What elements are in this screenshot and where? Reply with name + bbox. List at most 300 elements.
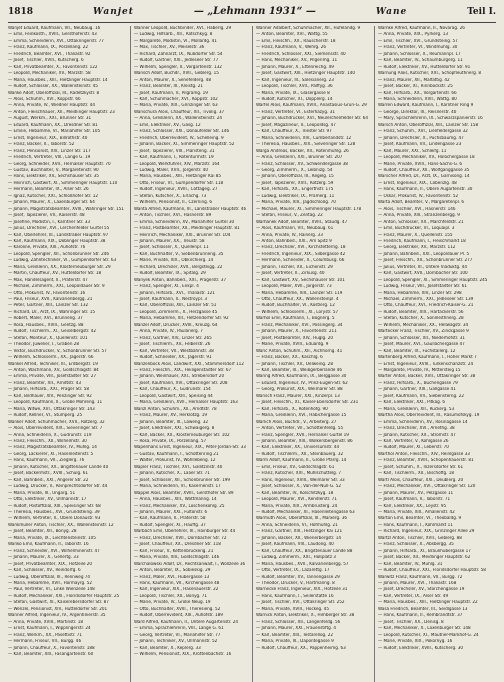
directory-entry: — Emil, Tischler, XVI., Grundsteing. 57 <box>378 38 458 44</box>
directory-entry: — Johann, Gärtner, XIII., Gallgasse 41 <box>378 387 456 393</box>
directory-entry: — Karl, Schlosser, XV., Reindorfg. 6 <box>8 568 81 574</box>
directory-entry: — Hans, Kaufmann, II., Rembrandtstr. 37 <box>378 613 463 619</box>
directory-entry: Wartzl Anton, Tischler, XVII., Geblerg. 88 <box>378 535 462 541</box>
directory-entry: — Wenzel, Pensionist, XIV., Hütteldorfer Str. 201 <box>8 606 108 612</box>
directory-entry: — Karl, Elektriker, XX., Universumstr. 44 <box>256 445 340 451</box>
directory-entry: — Maria, Hebamme, XIV., Linzer Str. 298 <box>378 290 462 296</box>
column-4 <box>374 26 496 682</box>
directory-entry: — Franz, Mechaniker, XVI., Ottakringer Str. 120 <box>378 484 476 490</box>
directory-entry: — Josef, Fleischh., XI., Kaiser-Ebersdorfer Str. 231 <box>256 400 359 406</box>
left-guide-word: Wanjet <box>93 7 134 17</box>
directory-entry: — Rudolf, Spengler, XI., Hauffg. 37 <box>134 522 206 528</box>
directory-entry: — Otto, Buchhalter, XVIII., Theresieng. 52 <box>134 606 221 612</box>
directory-entry: — Maria, Private, XIX., Grinzinger Str. 63 <box>134 103 218 109</box>
directory-entry: Warter Anton, Bäcker, XVII., Ottakringer Str. 38 <box>378 374 476 380</box>
directory-entry: — Josef, Kaufmann, VII., Siebensterng. 22 <box>378 393 464 399</box>
directory-entry: — George, Direktor, III., Reisnerstr. 40 <box>378 109 457 115</box>
directory-entry: — Josef, Tischler, XVIII., Kutscherg. 6 <box>8 58 84 64</box>
directory-entry: — Theresia, Hausbes., XIX., Sieveringer Str. 128 <box>256 142 356 148</box>
directory-entry: Wanyek Anton, Bahnbed., XXI., Pragerstr. 37 <box>134 277 227 283</box>
directory-entry: Warhanek Adolf, Beamter, XVIII., Staudg. 47 <box>256 219 348 225</box>
directory-entry: — Johann, Kutscher, X., Laaer Str. 71 <box>134 471 210 477</box>
directory-entry: — Anna, Private, XVIII., Martinstr. 18 <box>8 619 84 625</box>
directory-entry: — Johann, Buchdrucker, XVI., Neulerchenfelder Str. 64 <box>256 116 369 122</box>
directory-entry: — Robert, Maler, XVI., Brunneng. 37 <box>8 316 83 322</box>
directory-entry: — Franz, Spengler, XI., Enkpl. 4 <box>134 284 199 290</box>
directory-entry: — Franz, Kaufmann, IX., Porzellang. 22 <box>8 45 88 51</box>
directory-entry: Wanzel Adolf, Drucker, XVIII., Kreuzg. 64 <box>134 322 218 328</box>
directory-entry: — Maria, Hausbes., XIII., Hietzinger Hauptstr. 14 <box>8 77 108 83</box>
directory-entry: — Karl, Gastwirt, XV., Sechshauser Str. 101 <box>256 277 345 283</box>
directory-entry: — Anna, Private, XIX., Pyrkerg. 13 <box>378 32 449 38</box>
directory-entry: — Leopold, Mechaniker, XV., Holochergasse 18 <box>378 155 475 161</box>
directory-entry: — Josef, Schlosser, X., Quellenpl. 11 <box>134 245 209 251</box>
directory-entry: — Margarete, Modistin, VI., Mollardg. 41 <box>134 38 217 44</box>
directory-entry: — Richard, Drechsler, XVII., Bergsteigg. 22 <box>134 264 223 270</box>
directory-entry: — Franz, Maurer, X., Quellenstr. 155 <box>378 232 453 238</box>
directory-entry: — Franz, Schlosser, XII., Längenfeldg. 56 <box>256 619 341 625</box>
directory-entry: — Maria, Greißlerin, XVII., Hernalser Hauptstr. 163 <box>134 400 238 406</box>
directory-entry: — Maria, Schneiderin, XIV., Cumberlandstr. 12 <box>256 135 352 141</box>
directory-entry: — Franz, Maurer, XV., Herklotzg. 19 <box>134 413 208 419</box>
directory-entry: — Stefan, Gastwirt, XI., Kaiserebersdorfer Str. 87 <box>8 600 109 606</box>
directory-entry: — Franz, Pensionist, XIV., Linzer Str. 117 <box>8 148 91 154</box>
directory-entry: — Maria, Private, XIX., Armbrusterg. 24 <box>256 503 338 509</box>
directory-entry: — Leopold, Werkführer, XIV., Märzstr. 164 <box>134 161 220 167</box>
directory-entry: — Leopold, Tischler, XVII., Palffyg. 36 <box>256 84 333 90</box>
directory-entry: — Leopold, Spengler, XI., Simmeringer Hauptstr. 245 <box>378 277 488 283</box>
directory-entry: — Maria, Private, XIII., Jagdschloßg. 70 <box>256 200 336 206</box>
directory-entry: Wapenhans Ernst, Ingenieur, XIX., Peter-Jordan-Str. 33 <box>134 445 246 451</box>
directory-entry: — Karl, Kaufmann, II., Praterstr. 58 <box>134 516 206 522</box>
directory-entry: — Franz, Drechsler, XVI., Kirchstetterng. 18 <box>256 245 346 251</box>
directory-entry: — Franz, Kaufmann, V., Wehrg. 26 <box>256 45 327 51</box>
directory-entry: — Karl, Beamter, X., Keplerg. 33 <box>134 645 201 651</box>
directory-entry: — Max, Tischler, XV., Meiselstr. 36 <box>134 45 205 51</box>
directory-entry: — Johann, Maurer, XXI., Fultonstr. 6 <box>134 509 208 515</box>
directory-entry: — Maria, Greißlerin, XII., Ruckerg. 53 <box>378 406 455 412</box>
directory-entry: — Karl, Bildhauer, XIV., Penzinger Str. 92 <box>8 393 92 399</box>
directory-entry: — Emilie, Hebamme, VI., Mariahilfer Str. 105 <box>8 129 101 135</box>
directory-entry: — Karl, Kaufmann, XIX., Döblinger Hauptstr. 38 <box>8 238 106 244</box>
directory-entry: — Hans, Kaufmann, I., Seilerstätte 16 <box>256 593 334 599</box>
directory-entry: — Karl, Hilfsarb., X., Rotenhofg. 90 <box>256 406 328 412</box>
directory-entry: — Franz, Postbeamter, XII., Meidlinger Hauptstr. 81 <box>134 226 240 232</box>
directory-entry: — Franz, Beamter, III., Kleistg. 21 <box>134 84 203 90</box>
directory-entry: — Anna, Schneiderin, X., Gudrunstr. 119 <box>8 432 92 438</box>
directory-entry: — Eduard, Ingenieur, IV., Prinz-Eugen-Str. 62 <box>256 380 348 386</box>
directory-entry: — Karl, Chauffeur, XX., Brigittenauer Lände 88 <box>256 548 353 554</box>
directory-entry: — Josef, Kaufmann, V., Pilgramg. 19 <box>134 90 208 96</box>
directory-entry: — Ludwig, Hilfsarb., XII., Ratschkyg. 8 <box>134 32 213 38</box>
directory-entry: — Maria, Schneiderin, VI., Kasernenstr. 17 <box>134 484 221 490</box>
directory-entry: — Hans, Ingenieur, XVIII., Weimarer Str. 33 <box>256 477 345 483</box>
directory-entry: — Johann, Chauffeur, X., Favoritenstr. 188 <box>8 645 95 651</box>
directory-entry: Wartl Alois, Chauffeur, XXI., Deublerg. 20 <box>378 477 464 483</box>
directory-entry: — Karl, Oberoffizial, XIII., Lainzer Str. 51 <box>134 303 217 309</box>
directory-entry: — Josef, Beamter, XII., Bonyg. 28 <box>8 529 77 535</box>
directory-entry: — Anton, Fleischhauer, XII., Meidlinger Hauptstr. 23 <box>8 109 115 115</box>
directory-entry: — Stefan, Friseur, V., Zentag. 22 <box>256 213 323 219</box>
directory-entry: Warton Emil, Beamter, VI., Theobaldg. 9 <box>378 516 462 522</box>
directory-entry: — Hans, Kaufmann, VII., Kirchengasse 48 <box>134 580 220 586</box>
column-3 <box>252 26 374 682</box>
directory-entry: — Gustav, Kaufmann, I., Schottenring 21 <box>134 451 219 457</box>
directory-entry: — Max, Handelsagent, II., Praterstr. 47 <box>8 277 88 283</box>
directory-entry: — Georg, Schneider, XVII., Hernalser Hauptstr. 70 <box>8 161 111 167</box>
directory-entry: — Rudolf, Schneider, XX., Jägerstr. 91 <box>134 355 212 361</box>
directory-entry: — Franz, Magistratsbeamter, IV., Mühlg. 14 <box>8 445 97 451</box>
directory-entry: — Karl, Kaufmann, I., Rotenturmstr. 19 <box>134 155 214 161</box>
directory-entry: — Maria, Witwe, XVI., Ottakringer Str. 143 <box>8 406 95 412</box>
directory-entry: Wankel Alfred, Techniker, III., Erdbergstr. 19 <box>8 361 98 367</box>
column-1 <box>8 26 130 682</box>
directory-entry: — Maria, Private, III., Ungarg. 51 <box>8 490 76 496</box>
directory-entry: — Maria, Private, IX., Liechtensteinstr. 105 <box>8 535 96 541</box>
directory-entry: — Franz, Vertreter, VI., Windmühlg. 30 <box>378 45 458 51</box>
directory-entry: — Karl, Beamter, IV., Mühlg. 31 <box>378 561 443 567</box>
directory-entry: — Karl, Beamter, XIII., Testarellog. 22 <box>256 632 333 638</box>
directory-entry: Wartha Alois, Oberrevident, III., Rasumofskyg. 19 <box>378 413 480 419</box>
directory-entry: — Johann, Maurer, XVI., Thaliastr. 168 <box>378 580 457 586</box>
directory-entry: — Karl, Elektriker, XXI., Pitkag. 6 <box>378 400 446 406</box>
directory-entry: — Walter, Prokurist, IV., Wohllebeng. 12 <box>134 458 216 464</box>
directory-entry: — Josef, Gastwirt, XIII., Hietzinger Hauptstr. 140 <box>256 71 355 77</box>
directory-entry: — Anna, Greißlerin, XX., Wallensteinstr. 24 <box>134 116 222 122</box>
directory-entry: — Friedrich, Beamter, XVI., Thaliastr. 92 <box>8 51 91 57</box>
directory-entry: — Leopold, Maurer, XVI., Kendlerstr. 71 <box>256 497 337 503</box>
directory-entry: — Franz, Drechsler, XVI., Arnethg. 38 <box>378 426 455 432</box>
directory-entry: — Franz, Mechaniker, XV., Löschenkohlg. 25 <box>134 503 225 509</box>
directory-entry: — Josef, Schlosser, X., Van-der-Nüll-G. 52 <box>256 484 342 490</box>
directory-entry: — Theodor, Juwelier, I., Graben 28 <box>8 342 80 348</box>
page-header <box>8 6 496 23</box>
directory-entry: — Richard, Ingenieur, XIX., Grinzinger Allee 29 <box>378 529 475 535</box>
directory-entry: — Maria, Hausbes., XVII., Kalvarienbergg. 57 <box>256 561 349 567</box>
directory-entry: — Rudolf, Beamter, IX., Spitalg. 29 <box>134 271 206 277</box>
directory-entry: — Karl, Ingenieur, XIX., Hasenauerstr. 22 <box>134 587 219 593</box>
directory-entry: — Leopold, Maler, XVII., Jörgerstr. 73 <box>256 284 332 290</box>
directory-entry: — Leopold, Kutscher, XI., Mautner-Markhof-G. 24 <box>378 632 479 638</box>
directory-entry: — Marie, Private, XVIII., Eduardg. 9 <box>256 342 329 348</box>
directory-entry: — Friedrich, Vertreter, VIII., Lange G. 19 <box>8 155 91 161</box>
directory-entry: — Rudolf, Chauffeur, XXI., Floridsdorfer Hauptstr. 58 <box>378 568 486 574</box>
directory-entry: — Josef, Magazineur, II., Leopoldsg. 47 <box>256 122 336 128</box>
directory-entry: — Otto, Elektriker, XV., Ullmannstr. 17 <box>8 497 87 503</box>
directory-entry: Wapler Franz, Tischler, XVI., Gallitzinstr. 40 <box>134 464 223 470</box>
directory-entry: — Karl, Beamter, IV., Kolschitzkyg. 18 <box>256 490 334 496</box>
directory-entry: Wanke Adolf, Oberoffizial, III., Radetzkystr. 8 <box>8 90 100 96</box>
directory-entry: — Karl, Beamter, IX., Fuchstallerg. 12 <box>378 348 456 354</box>
directory-entry: Wartecker Franz, Tischler, XV., Zinckgasse 9 <box>378 329 469 335</box>
directory-entry: — Franz, Gärtner, XIV., Linzer Str. 265 <box>134 335 212 341</box>
directory-entry: — Karl, Bäcker, XX., Klosterneuburger Str. 102 <box>134 432 230 438</box>
directory-entry: — Josef, Maurer, XVI., Gaullachergasse 47 <box>378 342 465 348</box>
directory-entry: — Josef, Bäcker, XI., Rinnböckstr. 25 <box>378 84 453 90</box>
directory-entry: — Karl, Hilfsarb., XX., Engerthstr. 175 <box>256 187 334 193</box>
directory-entry: — Maria, Hausbes., XIII., Hietzinger Kai 85 <box>134 174 222 180</box>
directory-entry: — Leopold, Mechaniker, XV., Märzstr. 58 <box>8 71 91 77</box>
directory-entry: — Johann, Beamter, III., Löweng. 32 <box>134 419 209 425</box>
directory-entry: — Anton, Beamter, IX., Sobieskig. 29 <box>134 568 211 574</box>
directory-entry: Ward Alfred, Kaufmann, II., Untere Augartenstr. 24 <box>134 619 239 625</box>
directory-entry: — Rudolf, Buchhalter, VI., Köstlerg. 12 <box>256 303 335 309</box>
directory-entry: — Anna, Private, XIII., Stranzenbergg. 9 <box>378 213 460 219</box>
directory-entry: — Emma, Private, VIII., Josefstädter Str. 27 <box>8 374 97 380</box>
directory-entry: — Anton, Bahnbed., XXI., Am Spitz 9 <box>256 238 332 244</box>
directory-entry: — Johann, Maurer, XV., Pelzgasse 11 <box>378 490 454 496</box>
directory-entry: — Leopold, Zimmerm., X., Herzgasse 45 <box>134 309 218 315</box>
directory-entry: — Karl, Hilfsarb., XX., Vorgartenstr. 66 <box>378 90 457 96</box>
directory-entry: — Rudolf, Beamter, XV., Tannengasse 29 <box>256 574 340 580</box>
directory-entry: — Maria, Hausbes., XIII., Hietzinger Hauptstr. 22 <box>378 600 478 606</box>
directory-entry: — Emil, Friseur, XV., Goldschlagstr. 61 <box>256 464 335 470</box>
directory-entry: — August, Werkm., XXI., Brünner Str. 31 <box>8 116 92 122</box>
directory-entry: — Franz, Schlosser, XXI., Donaufelder Str. 146 <box>134 129 230 135</box>
directory-entry: — Emma, Sprachlehrerin, VIII., Lange G. 61 <box>134 626 224 632</box>
directory-entry: — Johann, Kutscher, XX., Stromstr. 47 <box>378 432 456 438</box>
directory-entry: — Ernst, Ingenieur, XVIII., Türkenschanzstr. 24 <box>378 361 474 367</box>
directory-entry: — Karl, Friseur, V., Kettenbrückeng. 21 <box>134 548 214 554</box>
directory-entry: — Josef, Bäcker, XII., Meidlinger Hauptstr. 62 <box>378 555 471 561</box>
directory-entry: Warthol Anton, Fleischh., XIV., Reinlgasse 33 <box>378 451 470 457</box>
directory-entry: — Ernst, Ingenieur, XIX., Billrothstr. 40 <box>8 135 88 141</box>
directory-entry: — Rudolf, Ingenieur, XVIII., Cottageg. 27 <box>134 187 218 193</box>
directory-entry: — Karl, Chauffeur, X., Triester Str. 97 <box>256 129 332 135</box>
directory-entry: — Emil, Fleischh., XX., Rauscherstr. 18 <box>256 38 336 44</box>
directory-entry: — Josefine, Modistin, I., Kärntner Str. 33 <box>8 219 91 225</box>
directory-entry: — Josef, Vertreter, II., Zirkusg. 40 <box>256 271 325 277</box>
directory-entry: — Rudolf, Gärtner, XXI., Jedleseer Str. 77 <box>134 58 219 64</box>
directory-entry: — Rosa, Private, IX., Porzellang. 57 <box>134 439 207 444</box>
directory-entry: — Marie, Private, XIX., Pokornyg. 16 <box>378 639 453 645</box>
directory-entry: — Wilhelm, Schlosserm., XI., Lorystr. 57 <box>256 309 339 315</box>
directory-entry: Wanzenböck Alois, Landwirt, XXI., Stammersdorf 112 <box>134 361 244 367</box>
directory-entry: — Maria, Hebamme, XIII., Lainzer Str. 119 <box>256 290 343 296</box>
directory-entry: — Otto, Prokurist, IV., Favoritenstr. 16 <box>8 290 86 296</box>
directory-entry: — Ludwig, Maler, XVII., Jörgerstr. 40 <box>134 167 208 173</box>
directory-entry: — Franz, Bäcker, XX., Kaschlg. 6 <box>256 355 323 361</box>
directory-entry: Waric Anton, Schuhm., XII., Aichhorng. 41 <box>256 348 343 354</box>
directory-entry: — Josef, Tischler, XX., Denisg. 8 <box>378 619 444 625</box>
directory-entry: — Julius, Drechsler, XVI., Lerchenfelder Gürtel 55 <box>8 226 110 232</box>
directory-entry: — Johann, Beamter, XIII., Wolkersbergenstr. 86 <box>256 439 353 444</box>
directory-entry: — Hermann, Friseur, VII., Burgg. 46 <box>8 639 82 645</box>
directory-entry: — Paul, Friseur, XVII., Kalvarienbergg. 21 <box>8 297 93 303</box>
directory-entry: — Josef, Chauffeur, XX., Dresdner Str. 118 <box>134 542 221 548</box>
directory-entry: — Emma, Schneiderin, XVI., Ottakringerstr. 77 <box>8 38 104 44</box>
directory-entry: Wartenberg Alfred, Kaufmann, I., Hoher Markt 7 <box>378 355 477 361</box>
directory-entry: — Paul, Vertreter, VI., Linke Wienzeile 148 <box>8 587 95 593</box>
directory-entry: — Ernst, Ingenieur, XIX., Cobenzlg. 48 <box>378 180 457 186</box>
directory-entry: — Karl, Ingenieur, III., Salesianerg. 23 <box>256 77 334 83</box>
directory-entry: — Maria, Private, IX., Glasergasse 8 <box>256 90 330 96</box>
directory-entry: — Wilhelm, Mechaniker, XX., Hellwagstr. 34 <box>378 322 469 328</box>
directory-entry: — Ludwig, Zahntechniker, VI., Gumpendorfer Str. 63 <box>8 258 117 264</box>
directory-entry: — Karl, Vertreter, V., Kohlgasse 26 <box>378 439 449 444</box>
directory-entry: Wanko Emil, Kaufmann, II., Taborstr. 16 <box>8 542 89 548</box>
directory-entry: — Josef, Tapezierer, VII., Kaiserstr. 48 <box>8 213 85 219</box>
directory-entry: — Johann, Kutscher, XX., Brigittenauer Lände 40 <box>8 464 109 470</box>
directory-entry: — Johann, Hilfsarb., XVI., Thaliastr. 121 <box>134 290 215 296</box>
directory-entry: Wankmüller Anton, Tischler, XX., Wallensteinstr. 12 <box>8 522 114 528</box>
directory-entry: — Johann, Tischler, XII., Eichenstr. 29 <box>256 264 333 270</box>
directory-entry: — Karl, Bahnbed., XXI., Angerer Str. 22 <box>8 477 89 483</box>
directory-entry: — Rudolf, Tischlerm., XI., Geiselbergstr. 42 <box>8 329 97 335</box>
directory-entry: — Josef, Kaufmann, II., Taborstr. 71 <box>378 497 451 503</box>
directory-entry: — Franz, Maler, XVI., Hubergasse 13 <box>134 574 210 580</box>
directory-entry: — Rosa, Hausbes., XVIII., Gentzg. 88 <box>8 322 84 328</box>
directory-entry: — Stefan, Monteur, X., Quellenstr. 101 <box>8 335 88 341</box>
directory-entry: — Ludwig, Friseur, VIII., Josefstädter Str. 61 <box>378 284 468 290</box>
directory-entry: — Peter, Gärtner, XIII., Lainzer Str. 132 <box>8 303 89 309</box>
directory-entry: — Michael, Maurer, XI., Simmeringer Hauptstr. 178 <box>256 206 362 212</box>
directory-entry: — Hans, Elektriker, XV., Sechshauser Str. 35 <box>8 174 99 180</box>
directory-entry: — Martin, Chauffeur, XV., Hütteldorfer Str. 18 <box>8 271 102 277</box>
directory-entry: — Josef, Tapezierer, XVII., Rötzerg. 59 <box>256 180 334 186</box>
directory-entry: — Karl, Gastwirt, XVII., Dornbacher Str. 100 <box>378 271 468 277</box>
directory-entry: — Emil, Buchdrucker, VI., Loquaipl. 3 <box>378 226 455 232</box>
directory-entry: — Emma, Schneiderin, XV., Rosinagasse 14 <box>378 419 468 425</box>
directory-entry: Warisch Franz, Maurer, XXI., Kinzerpl. 13 <box>256 393 340 399</box>
directory-entry: — Karl, Beamter, IV., Schaumburgerg. 11 <box>378 58 463 64</box>
directory-entry: — Friedrich, Schlosser, XXI., Siemensstr. 40 <box>256 51 346 57</box>
directory-entry: — Karl, Vertreter, IX., Alser Str. 49 <box>378 593 449 599</box>
directory-entry: — Rudolf, Kutscher, XI., Dopplerg. 14 <box>256 96 333 102</box>
directory-entry: — Wilhelm, Pensionist, II., Czerning. 6 <box>134 200 213 206</box>
directory-entry: Warnke Alfred, Kaufmann, II., Novarag. 26 <box>378 26 465 31</box>
directory-entry: — Rudolf, Maurer, XI., Leberstr. 70 <box>378 445 449 451</box>
directory-entry: — Michael, Zimmerm., XXI., Jedleseer Str. 139 <box>378 297 474 303</box>
directory-entry: — Anton, Vertreter, VII., Schottenfeldg. 55 <box>256 426 344 432</box>
directory-entry: — Johann, Techniker, XV., Ullmannstr. 52 <box>134 639 218 645</box>
directory-entry: — Franz, Schlosser, X., Absbergg. 35 <box>378 542 454 548</box>
directory-entry: — Anna, Private, IV., Wiedner Hauptstr. 44 <box>8 103 95 109</box>
directory-entry: — Viktor, Buchdrucker, V., Schönbrunner Str. 57 <box>8 348 107 354</box>
directory-entry: — Johann, Schlosser, XII., Niederhofstr. 31 <box>378 335 465 341</box>
directory-entry: — Alois, Tischler, XVI., Hasnerstr. 146 <box>378 206 456 212</box>
directory-entry: — Franz, Drechsler, XVII., Dornbacher Str. 72 <box>134 535 227 541</box>
directory-entry: — Maria, Schneiderin, XVII., Wattg. 80 <box>378 96 457 102</box>
directory-entry: — Josef, Tischler, XVI., Ottakringer Str. 252 <box>256 600 345 606</box>
part-label: Teil I. <box>467 7 496 17</box>
directory-entry: Wansch Adolf, Buchdr., XVII., Geblerg. 15 <box>134 71 219 77</box>
directory-entry: — Josef, Kaufmann, II., Nestroypl. 3 <box>134 297 207 303</box>
directory-entry: — Johann, Maurer, X., Ettenreichg. 49 <box>256 64 334 70</box>
directory-entry: — Johann, Hilfsarb., XI., Braunhubergasse 17 <box>378 548 471 554</box>
right-guide-word: Wane <box>375 7 408 17</box>
directory-entry: — Franz, Beamter, XII., Arndtstr. 43 <box>8 380 81 386</box>
directory-entry: — Josef, Elektriker, XXI., Schwaigerg. 8 <box>134 426 215 432</box>
directory-entry: Warscher Alfred, Dr., Arzt, IX., Garnisong. 14 <box>378 174 470 180</box>
directory-entry: — Anna, Hausbes., XIII., Wattmanng. 14 <box>134 497 217 503</box>
directory-entry: — Richard, Zahnarzt, IX., Nußdorfer Str. 54 <box>134 51 223 57</box>
directory-entry: Warlich Alois, Buchdr., V., Arbeiterg. 27 <box>256 419 337 425</box>
directory-entry: — Alois, Kaufmann, VII., Neubaug. 61 <box>256 226 334 232</box>
directory-entry: — Karl, Tischlerm., XII., Bischoffg. 18 <box>378 471 455 477</box>
directory-entry: — Josef, Kaufmann, VII., Lindengasse 23 <box>378 142 462 148</box>
directory-entry: Warmuth Alois, Oberoffizial, III., Marxerg. 36 <box>256 516 347 522</box>
directory-entry: — Maria, Private, XVIII., Hockeg. 45 <box>256 606 330 612</box>
directory-entry: — Johann, Maurer, X., Gellertg. 33 <box>8 555 79 561</box>
directory-entry: — Emil, Elektriker, XV., Gasg. 12 <box>134 122 201 128</box>
directory-entry: — Rudolf, Beamter, XIX., Hartäckerstr. 56 <box>378 309 464 315</box>
directory-entry: — Karl, Mechaniker, X., Laxenburger Str. 148 <box>378 626 471 632</box>
directory-entry: — Julius, Vertreter, III., Untere Viaduktg. 44 <box>378 264 467 270</box>
directory-entry: — Karl, Buchhalter, V., Siebenbrunneng. 35 <box>134 251 224 257</box>
directory-entry: Warta Adolf, Beamter, V., Margaretenpl. 6 <box>378 200 465 206</box>
directory-entry: — Josef, Privatbeamter, XIX., Hofzeile 20 <box>8 561 93 567</box>
directory-entry: Wanta Alfred, Kaufmann, III., Landstraßer Hauptstr. 46 <box>134 206 247 212</box>
directory-entry: — Hermann, Beamter, IX., Alser Str. 26 <box>8 187 89 193</box>
directory-entry: — Anna, Private, IV., Paulanerg. 7 <box>134 329 203 335</box>
directory-entry: — Johann, Tischler, XV., Oelweing. 28 <box>256 361 333 367</box>
directory-entry: Wanzl Anton, Schuhm., XII., Arndtstr. 78 <box>134 406 217 412</box>
directory-entry: — Franz, Maurer, XII., Malfattig. 42 <box>378 77 450 83</box>
directory-entry: — Wilhelm, Schlosserm., XX., Jägerstr. 66 <box>8 355 94 361</box>
directory-entry: — Alois, Schuhm., XVI., Koppstr. 66 <box>8 96 81 102</box>
directory-entry: — Wilhelm, Pensionist, XIX., Krottenbachstr. 16 <box>134 651 232 657</box>
directory-entry: Warbach Emil, Oberlehrer, III., Hainburger Str. 44 <box>134 529 236 535</box>
directory-entry: — Franz, Vertreter, VI., Esterhazyg. 31 <box>256 109 335 115</box>
directory-entry: — Friedrich, Ingenieur, XIX., Silbergasse 42 <box>256 251 346 257</box>
directory-entry: — Josef, Tapezierer, VIII., Piaristeng. 31 <box>134 148 215 154</box>
directory-entry: — Johann, Maurer, X., Favoritenstr. 211 <box>256 329 337 335</box>
directory-entry: — Maria, Private, XIII., Amalienstr. 42 <box>378 509 455 515</box>
directory-entry: Warhol Emil, Kaufmann, I., Bognerg. 5 <box>256 316 335 322</box>
directory-entry: Warm Adolf, Kaufmann, II., Große Pfarrg. 14 <box>256 458 347 464</box>
directory-entry: — Anton, Maurer, X., Senefelderg. 48 <box>134 77 212 83</box>
directory-entry: Warga Andreas, Bäcker, XII., Rotenmühlg. 26 <box>256 148 349 154</box>
directory-entry: Warnecke Franz, Ingenieur, XIX., Hofzeile 31 <box>256 587 348 593</box>
directory-entry: — Anton, Schlosser, XX., Marchfeldstr. 21 <box>378 219 464 225</box>
directory-entry: — Franz, Bäcker, II., Taborstr. 52 <box>8 142 75 148</box>
directory-entry: Warfel Alois, Kaufmann, XVIII., Anastasius-Grün-G. 29 <box>256 103 367 109</box>
directory-entry: — Leopold, Spengler, XII., Schönbrunner Str. 246 <box>8 251 109 257</box>
column-2 <box>130 26 252 682</box>
directory-entry: — Johann, Schlosser, X., Reumannpl. 17 <box>378 51 461 57</box>
directory-entry: — Franz, Fleischh., XII., Wilhelmstr. 30 <box>8 439 87 444</box>
directory-entry: Wanner Leopold, Buchbinder, XVI., Haberlg. 29 <box>134 26 232 31</box>
directory-entry: — Josef, Schlosser, XII., Schönbrunner Str. 199 <box>134 477 230 483</box>
directory-entry: — Johann, Magistratsbeamter, XVIII., Währinger Str. 151 <box>8 206 124 212</box>
directory-entry: — Alois, Oberrevident, XIX., Sieveringer Str. 7 <box>8 426 103 432</box>
directory-entry: Waring Alfred, Kaufmann, IX., Berggasse 30 <box>256 374 347 380</box>
directory-entry: Wanjet Eduard, Kaufmann, VII., Neubaug. 16 <box>8 26 101 31</box>
directory-entry: — Johann, Bahnbed., XXI., Leopoldauer Pl. 5 <box>378 251 470 257</box>
directory-entry: — Rudolf, Postoffizial, XIII., Speisinger Str. 68 <box>8 503 101 509</box>
directory-entry: — Leopold, Gastwirt, XIII., Speising 44 <box>134 393 213 399</box>
directory-entry: — Josef, Tischlerm., XV., Felberstr. 26 <box>134 342 211 348</box>
directory-entry: — Franz, Spengler, XVII., Hernalser Gürtel 19 <box>256 432 349 438</box>
directory-entry: — Theresia, Hausbes., XVI., Grundsteing. 39 <box>8 509 100 515</box>
directory-entry: — Ludwig, Zimmerm., XXI., Hoßplatz 3 <box>256 555 336 561</box>
directory-entry: — Karl, Privatbeamter, X., Favoritenstr. 122 <box>8 64 98 70</box>
directory-entry: — Franz, Werkm., XX., Pasettistr. 71 <box>8 632 82 638</box>
directory-entry: — Friedrich, Oberrevident, IV., Schelleing. 9 <box>134 135 224 141</box>
directory-entry: — Hermann, Schneider, X., Columbusg. 66 <box>256 258 345 264</box>
directory-entry: — Georg, Lackierer, XI., Hasenleitenstr. 5 <box>8 451 94 457</box>
directory-entry: — Maria, Hebamme, XVII., Hormayrg. 52 <box>8 580 92 586</box>
directory-entry: — Otto, Friseur, VI., Gumpendorfer Str. 118 <box>134 180 224 186</box>
directory-entry: — Theodor, Drucker, V., Hartmanng. 8 <box>256 580 335 586</box>
directory-entry: — Emil, Feinkosth., XVIII., Gersthoferstr. 43 <box>8 32 97 38</box>
directory-entry: — Marie, Private, XIX., Obkirchierg. 14 <box>134 258 214 264</box>
directory-entry: — Margarete, Private, IV., Mittersteig 15 <box>378 368 461 374</box>
directory-entry: — Wilhelm, Spengler, II., Vorgartenstr. 132 <box>134 64 222 70</box>
directory-entry: — Karl, Chauffeur, X., Gudrunstr. 154 <box>134 387 211 393</box>
directory-entry: — Ludwig, Oberoffizial, III., Rennweg 74 <box>8 574 91 580</box>
